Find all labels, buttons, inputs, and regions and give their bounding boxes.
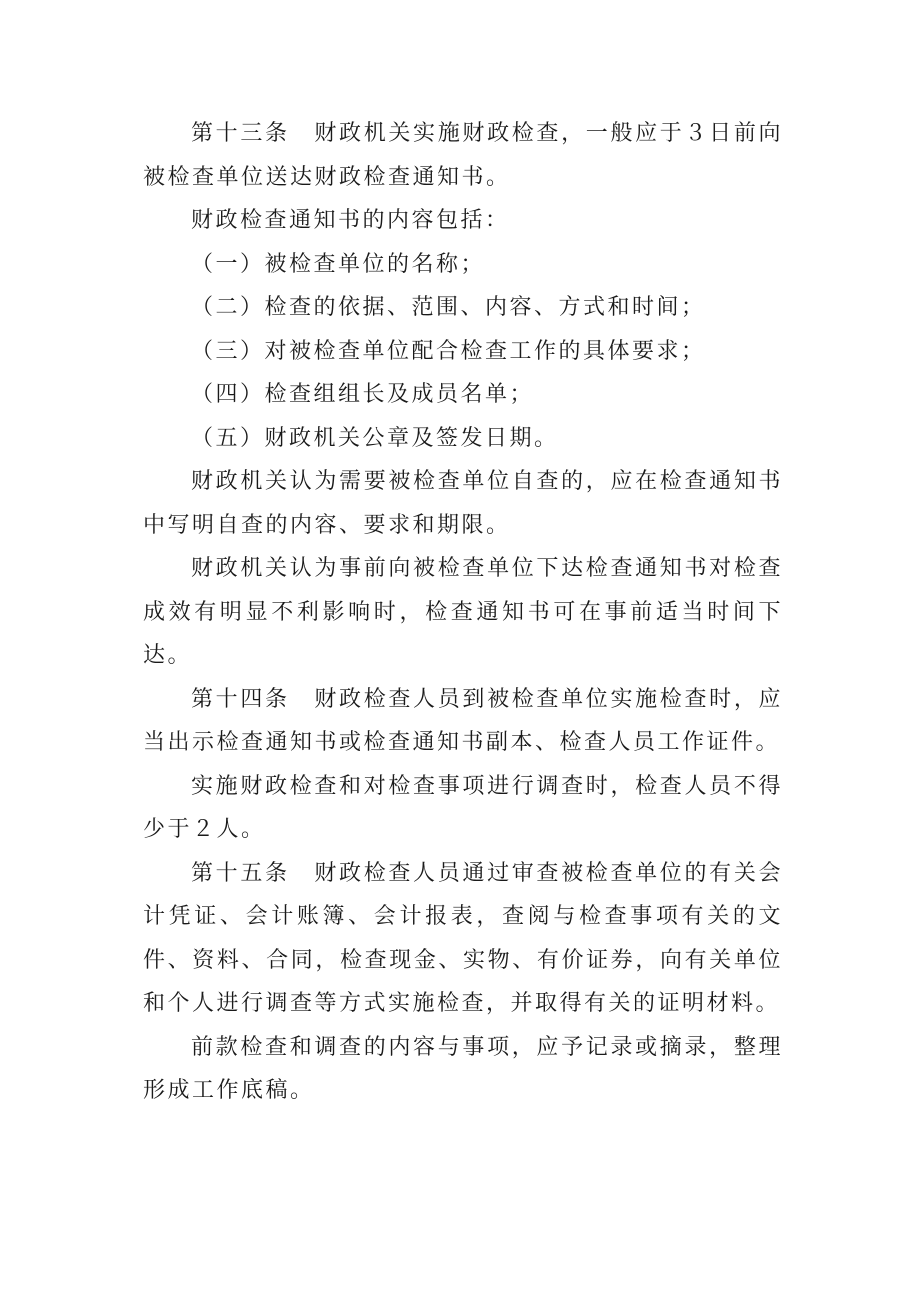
list-item: （四）检查组组长及成员名单；: [191, 382, 535, 407]
document-body: [143, 112, 783, 1113]
article-15-paragraph: 第十五条 财政检查人员通过审查被检查单位的有关会计凭证、会计账簿、会计报表，查阅与检查事项有关的文件、资料、合同，检查现金、实物、有价证券，向有关单位和个人进行调查等方式实施检查，并取得有关的证明材料。: [143, 860, 783, 1016]
list-item: （一）被检查单位的名称；: [191, 251, 486, 277]
notice-timing-paragraph: 财政机关认为事前向被检查单位下达检查通知书对检查成效有明显不利影响时，检查通知书可在事前适当时间下达。: [143, 556, 783, 668]
notice-content-intro: 财政检查通知书的内容包括：: [191, 208, 510, 233]
list-item: （三）对被检查单位配合检查工作的具体要求；: [191, 338, 706, 364]
list-item: （二）检查的依据、范围、内容、方式和时间；: [191, 295, 706, 320]
article-14-paragraph: 第十四条 财政检查人员到被检查单位实施检查时，应当出示检查通知书或检查通知书副本、检查人员工作证件。: [143, 686, 783, 755]
working-papers-paragraph: 前款检查和调查的内容与事项，应予记录或摘录，整理形成工作底稿。: [143, 1034, 783, 1103]
self-inspection-paragraph: 财政机关认为需要被检查单位自查的，应在检查通知书中写明自查的内容、要求和期限。: [143, 469, 783, 538]
inspector-count-paragraph: 实施财政检查和对检查事项进行调查时，检查人员不得少于２人。: [143, 773, 783, 842]
article-13-paragraph: 第十三条 财政机关实施财政检查，一般应于３日前向被检查单位送达财政检查通知书。: [143, 121, 783, 190]
list-item: （五）财政机关公章及签发日期。: [191, 425, 559, 451]
